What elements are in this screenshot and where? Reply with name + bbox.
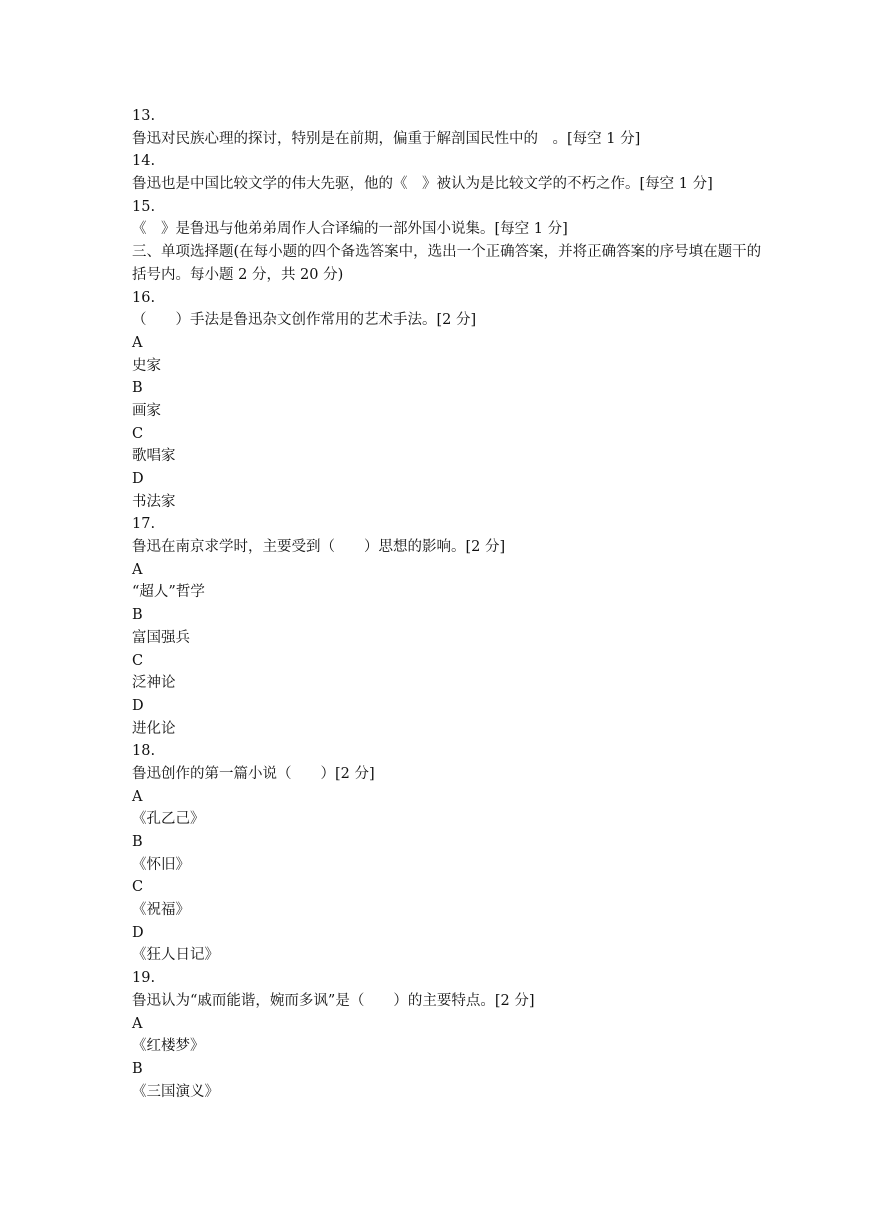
option-text: 进化论 [132, 720, 176, 737]
question-number: 19. [132, 970, 156, 987]
option-text: 富国强兵 [132, 629, 190, 646]
question-13 [132, 105, 772, 150]
question-text: 鲁迅也是中国比较文学的伟大先驱，他的《 》被认为是比较文学的不朽之作。[每空 1 分] [132, 176, 713, 193]
document-body [132, 105, 772, 1103]
option-text: 《怀旧》 [132, 856, 190, 873]
question-17 [132, 513, 772, 740]
question-number: 14. [132, 153, 156, 170]
question-text: 鲁迅在南京求学时，主要受到（ ）思想的影响。[2 分] [132, 539, 506, 556]
option-letter: C [132, 879, 144, 896]
question-text: 鲁迅创作的第一篇小说（ ）[2 分] [132, 765, 375, 782]
option-text: 史家 [132, 357, 161, 374]
option-text: 歌唱家 [132, 448, 176, 465]
option-letter: B [132, 607, 143, 624]
option-letter: C [132, 425, 144, 442]
option-text: 《红楼梦》 [132, 1038, 205, 1055]
option-letter: A [132, 561, 143, 578]
option-letter: A [132, 1015, 143, 1032]
question-18 [132, 740, 772, 967]
question-number: 16. [132, 289, 156, 306]
option-letter: B [132, 380, 143, 397]
option-text: 泛神论 [132, 675, 176, 692]
question-16 [132, 287, 772, 514]
option-letter: A [132, 788, 143, 805]
option-text: 《狂人日记》 [132, 947, 219, 964]
option-text: 《祝福》 [132, 902, 190, 919]
option-letter: A [132, 334, 143, 351]
question-text: 《 》是鲁迅与他弟弟周作人合译编的一部外国小说集。[每空 1 分] [132, 221, 568, 238]
question-14 [132, 150, 772, 195]
section-heading: 三、单项选择题(在每小题的四个备选答案中，选出一个正确答案，并将正确答案的序号填在题干的括号内。每小题 2 分，共 20 分) [132, 244, 762, 283]
question-15 [132, 196, 772, 241]
option-text: 书法家 [132, 493, 176, 510]
option-text: 《三国演义》 [132, 1083, 219, 1100]
option-letter: B [132, 834, 143, 851]
option-letter: D [132, 471, 144, 488]
option-letter: D [132, 697, 144, 714]
option-letter: C [132, 652, 144, 669]
question-number: 13. [132, 108, 156, 124]
question-text: 鲁迅对民族心理的探讨，特别是在前期，偏重于解剖国民性中的 。[每空 1 分] [132, 130, 641, 147]
question-number: 17. [132, 516, 156, 533]
option-text: “超人”哲学 [132, 584, 205, 601]
question-text: 鲁迅认为“戚而能谐，婉而多讽”是（ ）的主要特点。[2 分] [132, 992, 535, 1009]
option-text: 画家 [132, 402, 161, 419]
option-text: 《孔乙己》 [132, 811, 205, 828]
question-text: （ ）手法是鲁迅杂文创作常用的艺术手法。[2 分] [132, 312, 477, 329]
option-letter: B [132, 1060, 143, 1077]
question-number: 18. [132, 743, 156, 760]
option-letter: D [132, 924, 144, 941]
question-number: 15. [132, 198, 156, 215]
question-19 [132, 967, 772, 1103]
